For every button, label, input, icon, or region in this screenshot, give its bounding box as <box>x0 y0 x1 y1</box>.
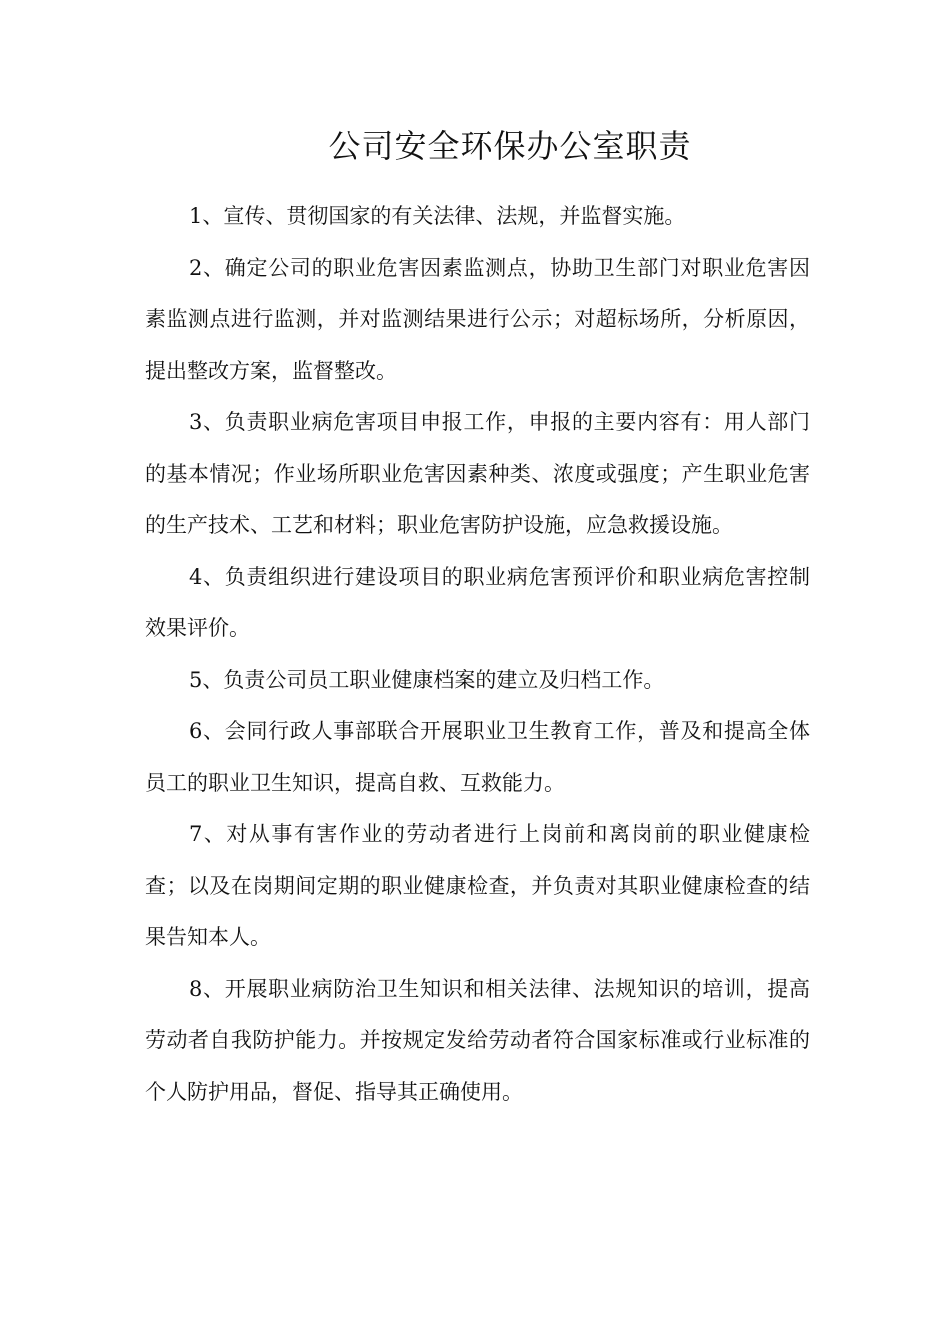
paragraph-7: 7、对从事有害作业的劳动者进行上岗前和离岗前的职业健康检查；以及在岗期间定期的职业健康检查，并负责对其职业健康检查的结果告知本人。 <box>145 822 810 949</box>
paragraph-8: 8、开展职业病防治卫生知识和相关法律、法规知识的培训，提高劳动者自我防护能力。并按规定发给劳动者符合国家标准或行业标准的个人防护用品，督促、指导其正确使用。 <box>145 976 810 1104</box>
document-title: 公司安全环保办公室职责 <box>328 127 692 165</box>
paragraph-4: 4、负责组织进行建设项目的职业病危害预评价和职业病危害控制效果评价。 <box>145 564 810 640</box>
paragraph-1: 1、宣传、贯彻国家的有关法律、法规，并监督实施。 <box>189 204 686 228</box>
paragraph-3: 3、负责职业病危害项目申报工作，申报的主要内容有：用人部门的基本情况；作业场所职业危害因素种类、浓度或强度；产生职业危害的生产技术、工艺和材料；职业危害防护设施，应急救援设施。 <box>145 410 810 537</box>
paragraph-6: 6、会同行政人事部联合开展职业卫生教育工作，普及和提高全体员工的职业卫生知识，提高自救、互救能力。 <box>145 719 810 795</box>
paragraph-5: 5、负责公司员工职业健康档案的建立及归档工作。 <box>189 667 665 692</box>
paragraph-2: 2、确定公司的职业危害因素监测点，协助卫生部门对职业危害因素监测点进行监测，并对监测结果进行公示；对超标场所，分析原因，提出整改方案，监督整改。 <box>145 255 810 383</box>
document-body <box>145 191 810 1118</box>
